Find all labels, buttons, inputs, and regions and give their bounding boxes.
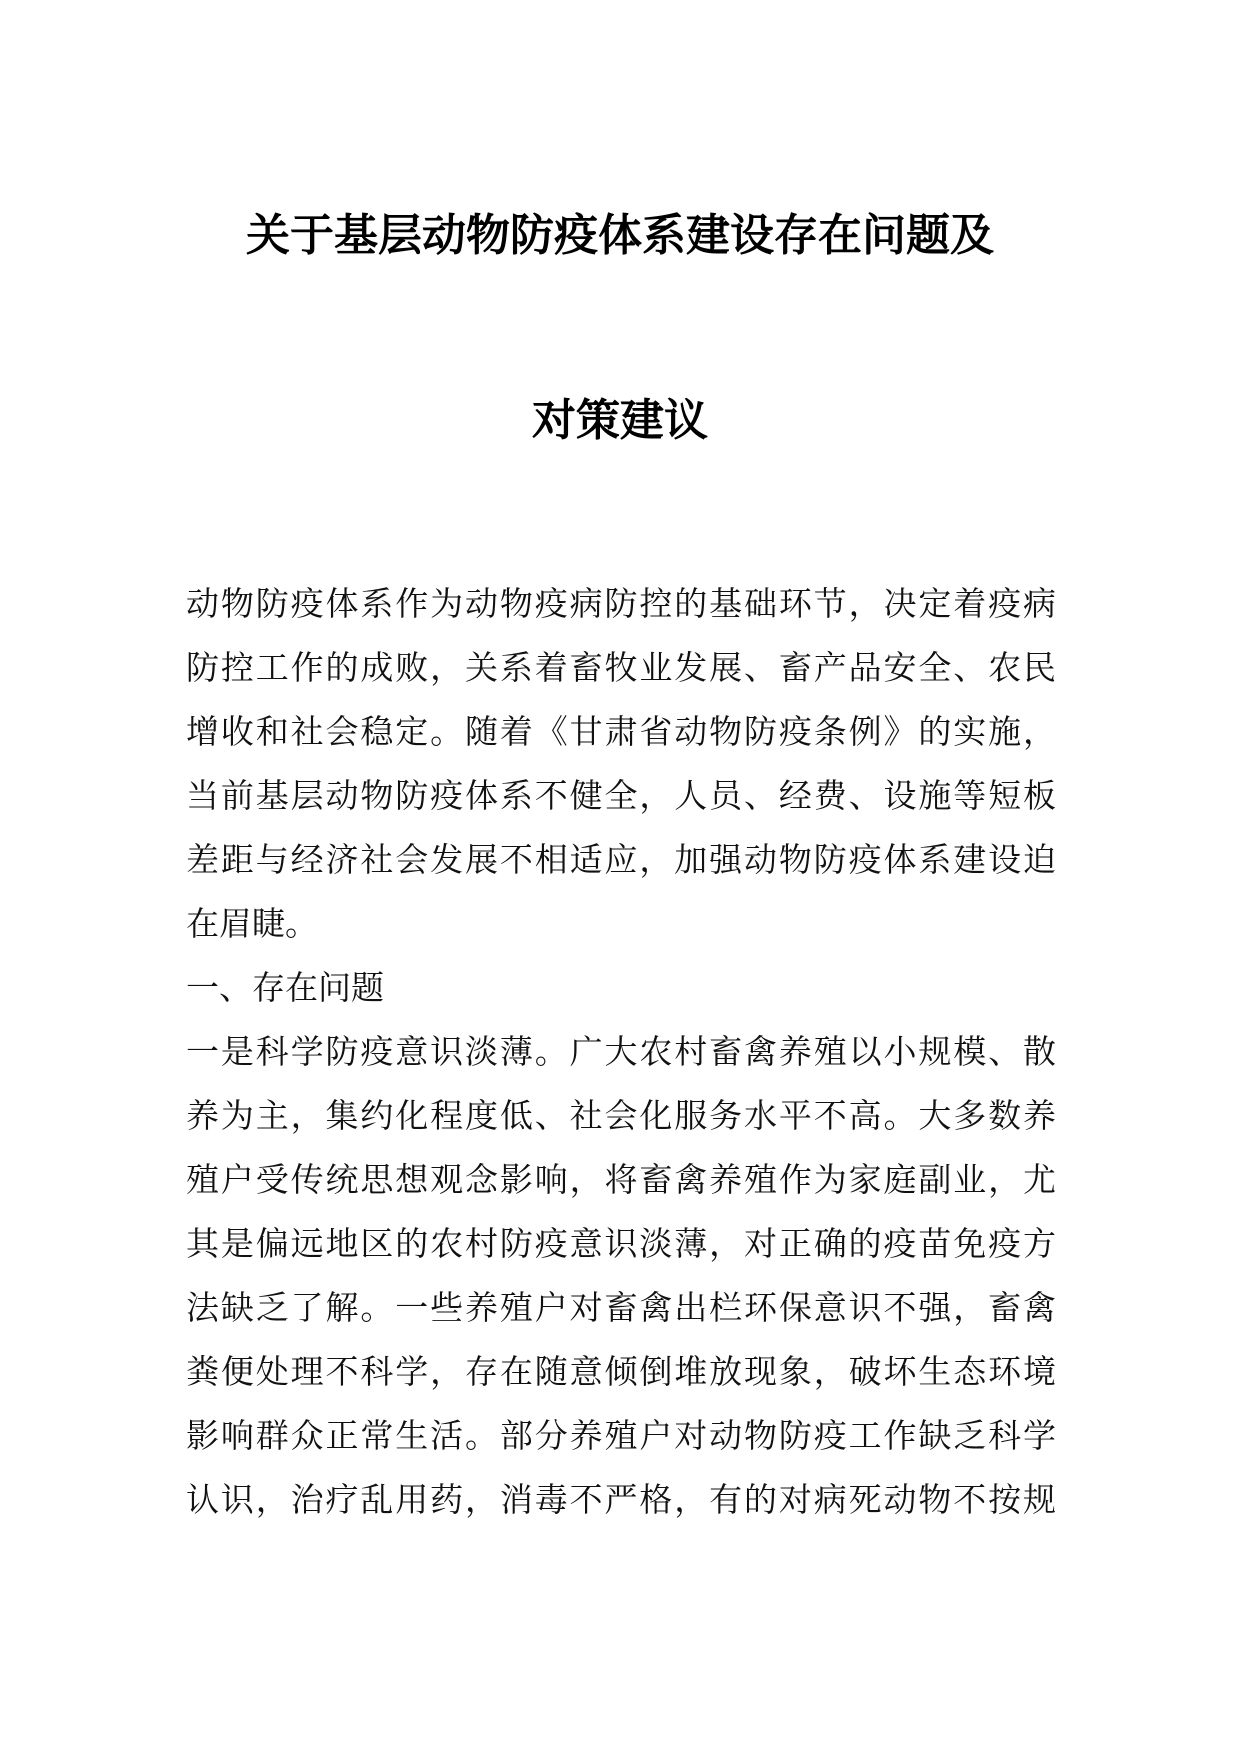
intro-paragraph-line: 当前基层动物防疫体系不健全，人员、经费、设施等短板 xyxy=(186,776,1056,815)
intro-paragraph-line: 在眉睫。 xyxy=(186,904,318,943)
problem-paragraph-line: 一是科学防疫意识淡薄。广大农村畜禽养殖以小规模、散 xyxy=(186,1032,1056,1071)
document-body xyxy=(186,572,1056,1532)
intro-paragraph-line: 差距与经济社会发展不相适应，加强动物防疫体系建设迫 xyxy=(186,840,1056,879)
intro-paragraph-line: 防控工作的成败，关系着畜牧业发展、畜产品安全、农民 xyxy=(186,648,1056,687)
document-title-line-1: 关于基层动物防疫体系建设存在问题及 xyxy=(246,210,994,261)
section-heading: 一、存在问题 xyxy=(186,968,384,1007)
problem-paragraph-line: 养为主，集约化程度低、社会化服务水平不高。大多数养 xyxy=(186,1096,1056,1135)
intro-paragraph-line: 增收和社会稳定。随着《甘肃省动物防疫条例》的实施， xyxy=(186,712,1056,751)
intro-paragraph-line: 动物防疫体系作为动物疫病防控的基础环节，决定着疫病 xyxy=(186,584,1056,623)
problem-paragraph-line: 认识，治疗乱用药，消毒不严格，有的对病死动物不按规 xyxy=(186,1480,1056,1519)
problem-paragraph-line: 其是偏远地区的农村防疫意识淡薄，对正确的疫苗免疫方 xyxy=(186,1224,1056,1263)
problem-paragraph-line: 法缺乏了解。一些养殖户对畜禽出栏环保意识不强，畜禽 xyxy=(186,1288,1056,1327)
document-title-line-2: 对策建议 xyxy=(532,395,708,446)
problem-paragraph-line: 影响群众正常生活。部分养殖户对动物防疫工作缺乏科学 xyxy=(186,1416,1056,1455)
problem-paragraph-line: 殖户受传统思想观念影响，将畜禽养殖作为家庭副业，尤 xyxy=(186,1160,1056,1199)
problem-paragraph-line: 粪便处理不科学，存在随意倾倒堆放现象，破坏生态环境 xyxy=(186,1352,1056,1391)
